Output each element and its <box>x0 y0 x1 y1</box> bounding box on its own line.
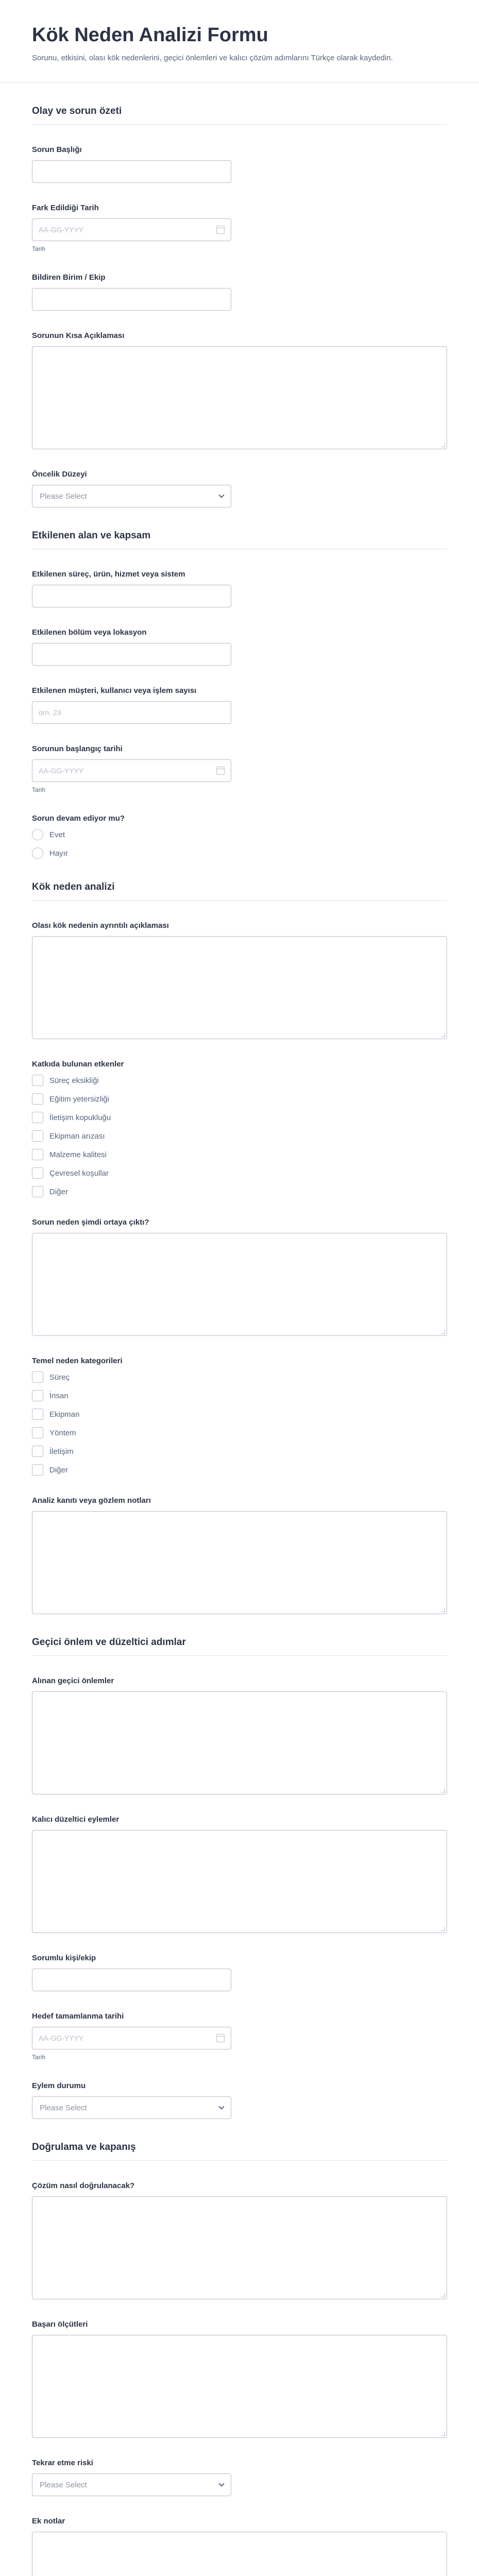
chevron-down-icon <box>218 492 224 498</box>
radio-group <box>32 829 447 859</box>
option-label: Süreç eksikliği <box>49 1076 99 1085</box>
option-label: Evet <box>49 830 65 839</box>
field-label: Etkilenen müşteri, kullanıcı veya işlem sayısı <box>32 686 197 696</box>
basari-textarea[interactable] <box>32 2335 447 2438</box>
checkbox-option[interactable] <box>32 1167 447 1179</box>
checkbox[interactable] <box>32 1112 43 1123</box>
field-label: Etkilenen süreç, ürün, hizmet veya sistem <box>32 570 185 579</box>
section-heading-dogrulama <box>32 2142 447 2161</box>
checkbox-option[interactable] <box>32 1446 447 1457</box>
hedef-tarih-input[interactable] <box>32 2027 231 2049</box>
field-fark-tarih <box>32 204 447 252</box>
baslangic-tarih-input[interactable] <box>32 759 231 782</box>
resize-handle-icon[interactable] <box>441 1788 445 1792</box>
resize-handle-icon[interactable] <box>441 1608 445 1612</box>
field-etkilenen-bolum <box>32 628 447 666</box>
field-label: Ek notlar <box>32 2517 65 2526</box>
sorun-basligi-input[interactable] <box>32 160 231 183</box>
field-notlar <box>32 2517 447 2576</box>
field-oncelik <box>32 470 447 507</box>
field-sublabel: Tarih <box>32 2054 46 2061</box>
option-label: İletişim <box>49 1447 74 1456</box>
field-label: Fark Edildiği Tarih <box>32 204 99 213</box>
option-label: Ekipman <box>49 1410 80 1419</box>
checkbox[interactable] <box>32 1390 43 1401</box>
option-label: Malzeme kalitesi <box>49 1150 107 1159</box>
dogrulama-textarea[interactable] <box>32 2196 447 2299</box>
section-heading-gecici-onlem <box>32 1637 447 1656</box>
gecici-textarea[interactable] <box>32 1691 447 1794</box>
input-placeholder: örn. 23 <box>39 708 61 717</box>
field-etkilenen-surec <box>32 570 447 607</box>
section-heading-etkilenen <box>32 530 447 549</box>
field-neden-simdi <box>32 1218 447 1336</box>
section-title: Olay ve sorun özeti <box>32 106 122 117</box>
checkbox[interactable] <box>32 1409 43 1420</box>
checkbox-option[interactable] <box>32 1075 447 1086</box>
field-kanit <box>32 1496 447 1614</box>
field-devam <box>32 814 447 859</box>
option-label: Diğer <box>49 1465 68 1475</box>
kisa-aciklama-textarea[interactable] <box>32 346 447 449</box>
field-kategoriler <box>32 1357 447 1476</box>
fark-tarih-input[interactable] <box>32 218 231 241</box>
resize-handle-icon[interactable] <box>441 1033 445 1037</box>
date-placeholder: AA-GG-YYYY <box>39 226 84 234</box>
field-label: Etkilenen bölüm veya lokasyon <box>32 628 147 637</box>
checkbox-option[interactable] <box>32 1409 447 1420</box>
field-sublabel: Tarih <box>32 245 46 253</box>
oncelik-select[interactable] <box>32 485 231 507</box>
chevron-down-icon <box>218 2481 224 2486</box>
checkbox-option[interactable] <box>32 1186 447 1197</box>
field-etkilenen-sayi <box>32 686 447 724</box>
durum-select[interactable] <box>32 2096 231 2119</box>
kalici-textarea[interactable] <box>32 1830 447 1933</box>
calendar-icon[interactable] <box>216 2034 225 2042</box>
field-risk <box>32 2459 447 2496</box>
field-sorumlu <box>32 1954 447 1991</box>
section-title: Geçici önlem ve düzeltici adımlar <box>32 1637 186 1648</box>
resize-handle-icon[interactable] <box>441 2293 445 2297</box>
radio-option-hayir[interactable] <box>32 848 447 859</box>
checkbox[interactable] <box>32 1186 43 1197</box>
section-title: Etkilenen alan ve kapsam <box>32 530 151 541</box>
option-label: İletişim kopukluğu <box>49 1113 111 1122</box>
section-title: Kök neden analizi <box>32 882 115 893</box>
field-label: Sorumlu kişi/ekip <box>32 1954 96 1963</box>
field-kisa-aciklama <box>32 331 447 449</box>
field-olasi-neden <box>32 921 447 1039</box>
radio-option-evet[interactable] <box>32 829 447 840</box>
notlar-textarea[interactable] <box>32 2532 447 2576</box>
checkbox-option[interactable] <box>32 1427 447 1438</box>
field-label: Kalıcı düzeltici eylemler <box>32 1815 119 1824</box>
resize-handle-icon[interactable] <box>441 1330 445 1334</box>
checkbox-option[interactable] <box>32 1112 447 1123</box>
field-etkenler <box>32 1060 447 1197</box>
field-sublabel: Tarih <box>32 786 46 794</box>
checkbox[interactable] <box>32 1093 43 1105</box>
checkbox[interactable] <box>32 1371 43 1383</box>
field-label: Öncelik Düzeyi <box>32 470 87 479</box>
field-label: Sorun Başlığı <box>32 145 82 155</box>
field-gecici <box>32 1676 447 1794</box>
sorumlu-input[interactable] <box>32 1969 231 1991</box>
field-basari <box>32 2320 447 2438</box>
form-header <box>0 0 479 83</box>
option-label: Ekipman arızası <box>49 1131 105 1141</box>
checkbox[interactable] <box>32 1464 43 1476</box>
checkbox[interactable] <box>32 1167 43 1179</box>
checkbox-group <box>32 1075 447 1197</box>
checkbox[interactable] <box>32 1446 43 1457</box>
field-sorun-basligi <box>32 145 447 183</box>
field-label: Sorun neden şimdi ortaya çıktı? <box>32 1218 149 1227</box>
chevron-down-icon <box>218 2104 224 2109</box>
option-label: Yöntem <box>49 1428 76 1437</box>
select-placeholder: Please Select <box>40 492 87 501</box>
field-label: Sorun devam ediyor mu? <box>32 814 125 823</box>
form-description: Sorunu, etkisini, olası kök nedenlerini, geçici önlemleri ve kalıcı çözüm adımlarını Türkçe olarak kaydedin. <box>32 53 393 62</box>
form-body <box>0 106 479 2576</box>
option-label: Süreç <box>49 1372 70 1382</box>
bildiren-input[interactable] <box>32 288 231 311</box>
checkbox[interactable] <box>32 1149 43 1160</box>
field-label: Bildiren Birim / Ekip <box>32 273 106 282</box>
section-heading-olay <box>32 106 447 125</box>
checkbox-option[interactable] <box>32 1390 447 1401</box>
option-label: Diğer <box>49 1187 68 1196</box>
field-kalici <box>32 1815 447 1933</box>
field-durum <box>32 2081 447 2119</box>
calendar-icon[interactable] <box>216 767 225 775</box>
field-label: Sorunun Kısa Açıklaması <box>32 331 125 341</box>
field-label: Tekrar etme riski <box>32 2459 93 2468</box>
form-title: Kök Neden Analizi Formu <box>32 24 268 46</box>
date-placeholder: AA-GG-YYYY <box>39 2034 84 2043</box>
option-label: Eğitim yetersizliği <box>49 1094 109 1104</box>
field-label: Eylem durumu <box>32 2081 86 2091</box>
field-label: Katkıda bulunan etkenler <box>32 1060 124 1069</box>
neden-simdi-textarea[interactable] <box>32 1233 447 1336</box>
field-label: Temel neden kategorileri <box>32 1357 123 1366</box>
etkilenen-bolum-input[interactable] <box>32 643 231 666</box>
resize-handle-icon[interactable] <box>441 443 445 447</box>
option-label: Çevresel koşullar <box>49 1168 109 1178</box>
resize-handle-icon[interactable] <box>441 2432 445 2436</box>
calendar-icon[interactable] <box>216 226 225 234</box>
kanit-textarea[interactable] <box>32 1511 447 1614</box>
field-label: Hedef tamamlanma tarihi <box>32 2012 124 2021</box>
section-title: Doğrulama ve kapanış <box>32 2142 136 2153</box>
checkbox[interactable] <box>32 1130 43 1142</box>
field-label: Olası kök nedenin ayrıntılı açıklaması <box>32 921 169 930</box>
checkbox-option[interactable] <box>32 1464 447 1476</box>
checkbox-option[interactable] <box>32 1371 447 1383</box>
field-label: Sorunun başlangıç tarihi <box>32 744 123 754</box>
checkbox[interactable] <box>32 1075 43 1086</box>
field-dogrulama <box>32 2181 447 2299</box>
checkbox-option[interactable] <box>32 1149 447 1160</box>
etkilenen-sayi-input[interactable] <box>32 701 231 724</box>
resize-handle-icon[interactable] <box>441 1927 445 1931</box>
checkbox-option[interactable] <box>32 1093 447 1105</box>
checkbox[interactable] <box>32 1427 43 1438</box>
select-placeholder: Please Select <box>40 2103 87 2112</box>
field-baslangic-tarih <box>32 744 447 793</box>
field-label: Başarı ölçütleri <box>32 2320 88 2329</box>
field-label: Alınan geçici önlemler <box>32 1676 114 1686</box>
date-placeholder: AA-GG-YYYY <box>39 767 84 775</box>
option-label: Hayır <box>49 849 68 858</box>
select-placeholder: Please Select <box>40 2480 87 2489</box>
option-label: İnsan <box>49 1391 69 1400</box>
field-bildiren <box>32 273 447 311</box>
radio-button[interactable] <box>32 829 43 840</box>
checkbox-option[interactable] <box>32 1130 447 1142</box>
section-heading-kok-neden <box>32 882 447 901</box>
etkilenen-surec-input[interactable] <box>32 585 231 607</box>
olasi-neden-textarea[interactable] <box>32 936 447 1039</box>
field-hedef-tarih <box>32 2012 447 2061</box>
checkbox-group <box>32 1371 447 1476</box>
field-label: Çözüm nasıl doğrulanacak? <box>32 2181 135 2191</box>
radio-button[interactable] <box>32 848 43 859</box>
risk-select[interactable] <box>32 2473 231 2496</box>
field-label: Analiz kanıtı veya gözlem notları <box>32 1496 151 1505</box>
